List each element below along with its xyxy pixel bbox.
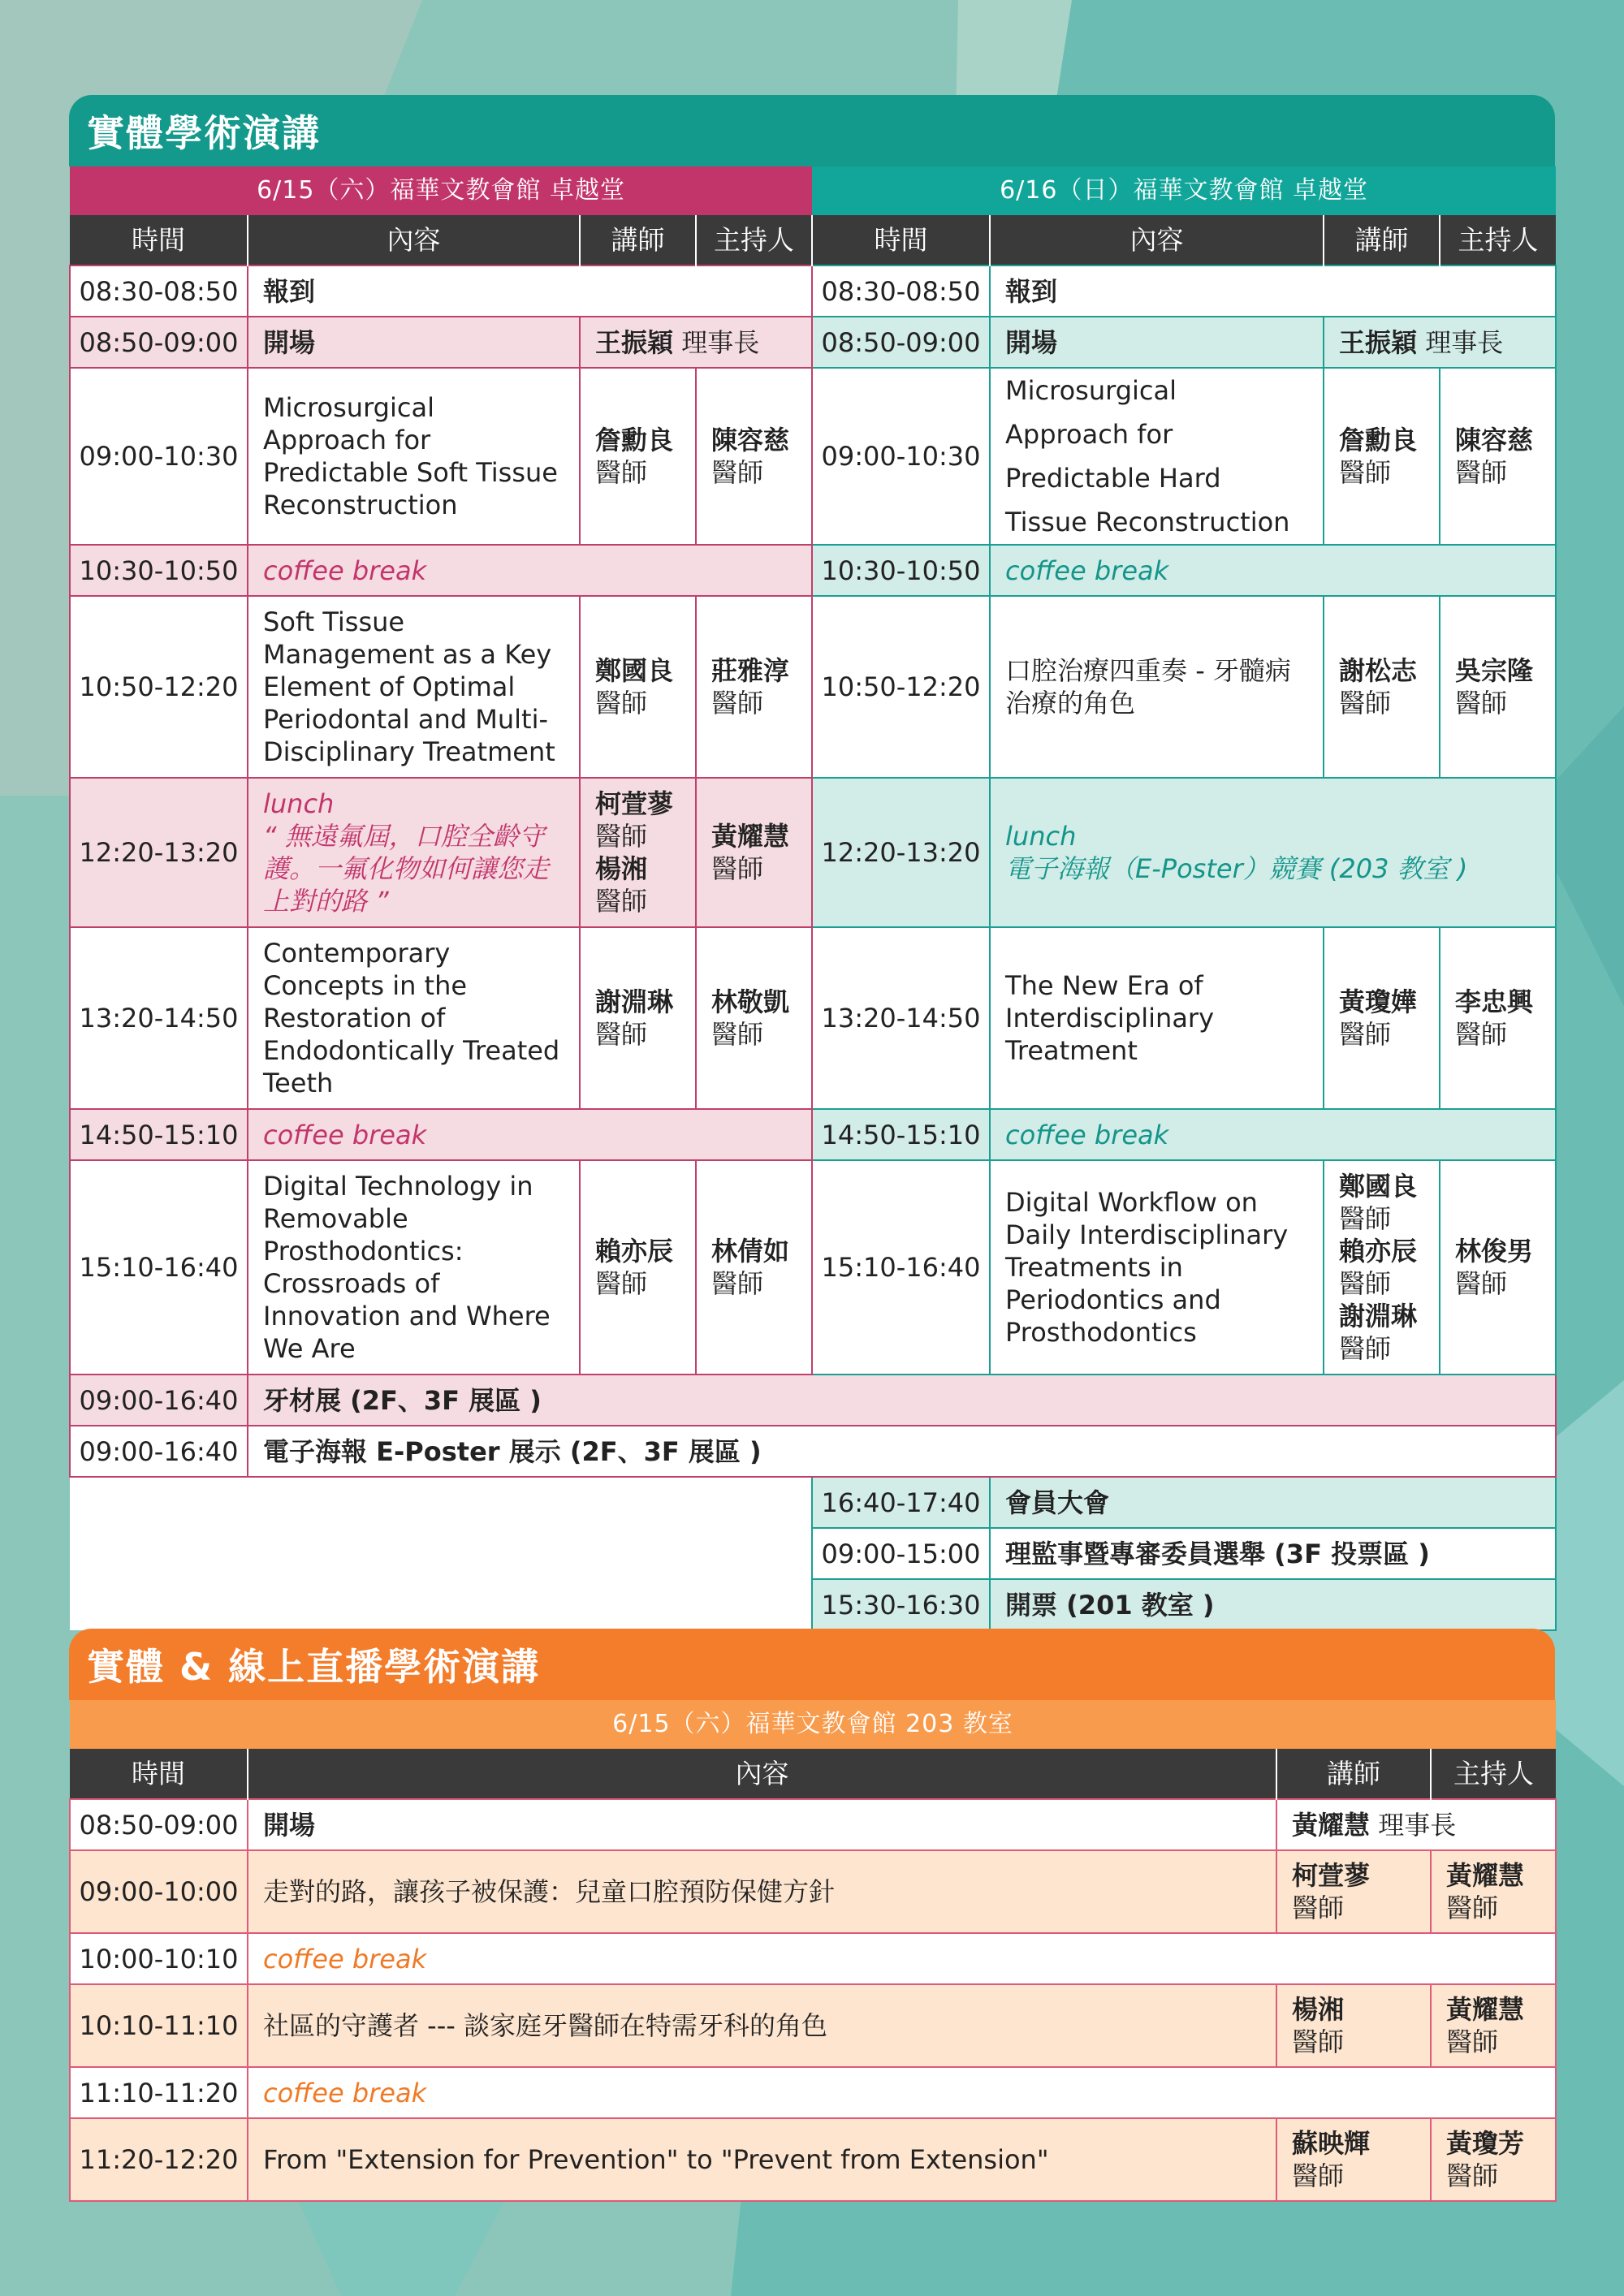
coffee-break: coffee break	[248, 1933, 1556, 1984]
speaker-cell	[1276, 1850, 1431, 1933]
host-role: 醫師	[1446, 2026, 1499, 2057]
speaker-name: 賴亦辰	[595, 1236, 674, 1267]
host-name: 李忠興	[1455, 986, 1534, 1017]
host-role: 醫師	[1455, 1019, 1508, 1050]
host-name: 黃耀慧	[711, 821, 790, 852]
time-cell: 09:00-10:00	[70, 1850, 248, 1933]
col-header-host: 主持人	[1431, 1749, 1556, 1799]
time-cell: 08:30-08:50	[70, 265, 248, 317]
host-name: 陳容慈	[711, 425, 790, 455]
schedule-table	[69, 166, 1557, 1631]
lunch-content	[248, 778, 580, 927]
time-cell: 14:50-15:10	[70, 1109, 248, 1160]
session-content: The New Era of Interdisciplinary Treatment	[990, 927, 1324, 1109]
lunch-label: lunch	[263, 788, 335, 819]
time-cell: 12:20-13:20	[70, 778, 248, 927]
speaker-role: 理事長	[681, 326, 760, 358]
time-cell: 15:10-16:40	[70, 1160, 248, 1375]
session-content: 報到	[990, 265, 1556, 317]
lunch-label: lunch	[1005, 821, 1077, 852]
host-role: 醫師	[711, 853, 764, 884]
host-role: 醫師	[1455, 1268, 1508, 1299]
session-content: Microsurgical Approach for Predictable Soft Tissue Reconstruction	[248, 368, 580, 545]
host-cell	[696, 596, 812, 778]
col-header-content: 內容	[248, 215, 580, 265]
speaker-cell	[580, 778, 696, 927]
speaker-name: 蘇映輝	[1292, 2128, 1371, 2159]
speaker-role: 醫師	[1339, 1333, 1392, 1364]
table-row	[70, 596, 1556, 778]
opening-speaker	[1276, 1799, 1556, 1850]
speaker-name: 鄭國良	[1339, 1171, 1418, 1202]
col-header-speaker: 講師	[1276, 1749, 1431, 1799]
host-cell	[696, 1160, 812, 1375]
speaker-role: 醫師	[595, 688, 648, 719]
session-content: 報到	[248, 265, 812, 317]
table-row	[70, 1426, 1556, 1477]
host-cell	[696, 778, 812, 927]
time-cell: 15:30-16:30	[812, 1579, 990, 1630]
time-cell: 09:00-16:40	[70, 1426, 248, 1477]
table-row	[70, 1850, 1556, 1933]
time-cell: 10:30-10:50	[812, 545, 990, 596]
empty-cell	[70, 1477, 812, 1630]
lunch-content	[990, 778, 1556, 927]
host-role: 醫師	[1446, 2160, 1499, 2191]
col-header-speaker: 講師	[1324, 215, 1440, 265]
time-cell: 11:20-12:20	[70, 2118, 248, 2201]
time-cell: 13:20-14:50	[70, 927, 248, 1109]
speaker-role: 醫師	[1292, 1892, 1345, 1923]
date-bar: 6/15（六）福華文教會館 203 教室	[70, 1700, 1556, 1749]
host-role: 醫師	[711, 688, 764, 719]
lunch-event: 電子海報（E-Poster）競賽 (203 教室 )	[1005, 853, 1468, 884]
time-cell: 09:00-15:00	[812, 1528, 990, 1579]
session-content: 開場	[248, 317, 580, 368]
table-row	[70, 1109, 1556, 1160]
host-cell	[696, 927, 812, 1109]
col-header-time: 時間	[70, 1749, 248, 1799]
host-role: 醫師	[1455, 688, 1508, 719]
session-content: Digital Technology in Removable Prosthodontics: Crossroads of Innovation and Where We Are	[248, 1160, 580, 1375]
speaker-cell	[1324, 596, 1440, 778]
host-name: 黃耀慧	[1446, 1860, 1525, 1891]
table-row	[70, 265, 1556, 317]
table-row	[70, 927, 1556, 1109]
speaker-role: 醫師	[1339, 688, 1392, 719]
host-cell	[1440, 927, 1556, 1109]
col-header-time: 時間	[70, 215, 248, 265]
host-role: 醫師	[1446, 1892, 1499, 1923]
host-cell	[1431, 1850, 1556, 1933]
speaker-name: 詹勳良	[1339, 425, 1418, 455]
host-name: 黃瓊芳	[1446, 2128, 1525, 2159]
host-cell	[1440, 596, 1556, 778]
host-name: 吳宗隆	[1455, 655, 1534, 686]
col-header-time: 時間	[812, 215, 990, 265]
time-cell: 14:50-15:10	[812, 1109, 990, 1160]
time-cell: 10:30-10:50	[70, 545, 248, 596]
host-name: 陳容慈	[1455, 425, 1534, 455]
speaker-name: 柯萱蓼	[595, 788, 674, 819]
host-cell	[696, 368, 812, 545]
speaker-role: 醫師	[1339, 457, 1392, 488]
host-name: 林敬凱	[711, 986, 790, 1017]
time-cell: 15:10-16:40	[812, 1160, 990, 1375]
time-cell: 09:00-16:40	[70, 1375, 248, 1426]
col-header-host: 主持人	[1440, 215, 1556, 265]
table-row	[70, 1477, 1556, 1528]
table-row	[70, 368, 1556, 545]
speaker-role: 醫師	[1292, 2026, 1345, 2057]
coffee-break: coffee break	[248, 545, 812, 596]
time-cell: 09:00-10:30	[70, 368, 248, 545]
speaker-role: 醫師	[595, 1268, 648, 1299]
col-header-speaker: 講師	[580, 215, 696, 265]
col-header-host: 主持人	[696, 215, 812, 265]
host-cell	[1431, 2118, 1556, 2201]
speaker-cell	[580, 596, 696, 778]
session-content: Digital Workflow on Daily Interdisciplinary Treatments in Periodontics and Prosthodontics	[990, 1160, 1324, 1375]
speaker-name: 王振穎	[595, 326, 674, 358]
session-content: 理監事暨專審委員選舉 (3F 投票區 )	[990, 1528, 1556, 1579]
speaker-name: 鄭國良	[595, 655, 674, 686]
session-content: 走對的路，讓孩子被保護：兒童口腔預防保健方針	[248, 1850, 1276, 1933]
host-name: 黃耀慧	[1446, 1994, 1525, 2025]
session-content: Soft Tissue Management as a Key Element of Optimal Periodontal and Multi-Disciplinary Treatment	[248, 596, 580, 778]
time-cell: 08:30-08:50	[812, 265, 990, 317]
speaker-cell	[580, 368, 696, 545]
host-role: 醫師	[711, 1268, 764, 1299]
host-cell	[1440, 368, 1556, 545]
speaker-cell	[1324, 368, 1440, 545]
session-content: 口腔治療四重奏 - 牙髓病治療的角色	[990, 596, 1324, 778]
speaker-name: 謝淵琳	[595, 986, 674, 1017]
eposter-content: 電子海報 E-Poster 展示 (2F、3F 展區 )	[248, 1426, 1556, 1477]
speaker-role: 醫師	[1339, 1203, 1392, 1234]
session-content: 開票 (201 教室 )	[990, 1579, 1556, 1630]
speaker-name: 詹勳良	[595, 425, 674, 455]
table-row	[70, 778, 1556, 927]
session-content: 會員大會	[990, 1477, 1556, 1528]
speaker-role: 醫師	[595, 1019, 648, 1050]
table-row	[70, 317, 1556, 368]
host-role: 醫師	[711, 457, 764, 488]
speaker-name: 柯萱蓼	[1292, 1860, 1371, 1891]
speaker-role: 醫師	[1339, 1019, 1392, 1050]
time-cell: 13:20-14:50	[812, 927, 990, 1109]
opening-speaker	[580, 317, 812, 368]
speaker-cell	[1276, 1984, 1431, 2067]
session-content: 開場	[990, 317, 1324, 368]
table-row	[70, 545, 1556, 596]
time-cell: 12:20-13:20	[812, 778, 990, 927]
speaker-role: 醫師	[595, 457, 648, 488]
time-cell: 16:40-17:40	[812, 1477, 990, 1528]
day2-date-bar: 6/16（日）福華文教會館 卓越堂	[812, 166, 1556, 215]
speaker-role: 醫師	[1339, 1268, 1392, 1299]
session-content: 社區的守護者 --- 談家庭牙醫師在特需牙科的角色	[248, 1984, 1276, 2067]
speaker-name: 黃耀慧	[1292, 1809, 1371, 1841]
table-row	[70, 1933, 1556, 1984]
host-name: 林俊男	[1455, 1236, 1534, 1267]
speaker-cell	[1324, 1160, 1440, 1375]
table-row	[70, 2118, 1556, 2201]
host-role: 醫師	[1455, 457, 1508, 488]
coffee-break: coffee break	[248, 1109, 812, 1160]
session-content: Microsurgical Approach for Predictable Hard Tissue Reconstruction	[990, 368, 1324, 545]
speaker-name: 謝淵琳	[1339, 1301, 1418, 1331]
host-name: 林倩如	[711, 1236, 790, 1267]
host-cell	[1431, 1984, 1556, 2067]
time-cell: 10:10-11:10	[70, 1984, 248, 2067]
speaker-name: 謝松志	[1339, 655, 1418, 686]
table-row	[70, 1160, 1556, 1375]
speaker-cell	[1276, 2118, 1431, 2201]
table-row	[70, 1375, 1556, 1426]
speaker-name: 黃瓊嬅	[1339, 986, 1418, 1017]
speaker-role: 醫師	[1292, 2160, 1345, 2191]
time-cell: 10:00-10:10	[70, 1933, 248, 1984]
time-cell: 11:10-11:20	[70, 2067, 248, 2118]
table-row	[70, 1984, 1556, 2067]
exhibition-content: 牙材展 (2F、3F 展區 )	[248, 1375, 1556, 1426]
speaker-role: 醫師	[595, 886, 648, 917]
host-name: 莊雅淳	[711, 655, 790, 686]
coffee-break: coffee break	[990, 545, 1556, 596]
hybrid-lectures-panel	[69, 1629, 1555, 2202]
lunch-talk: “ 無遠氟屆，口腔全齡守護。一氟化物如何讓您走上對的路 ”	[263, 821, 550, 917]
time-cell: 09:00-10:30	[812, 368, 990, 545]
day1-date-bar: 6/15（六）福華文教會館 卓越堂	[70, 166, 812, 215]
opening-speaker	[1324, 317, 1556, 368]
speaker-name: 楊湘	[595, 853, 648, 884]
coffee-break: coffee break	[990, 1109, 1556, 1160]
speaker-cell	[580, 1160, 696, 1375]
session-content: 開場	[248, 1799, 1276, 1850]
speaker-name: 王振穎	[1339, 326, 1418, 358]
col-header-content: 內容	[990, 215, 1324, 265]
host-cell	[1440, 1160, 1556, 1375]
schedule-table	[69, 1700, 1557, 2202]
speaker-cell	[580, 927, 696, 1109]
time-cell: 08:50-09:00	[70, 1799, 248, 1850]
speaker-role: 醫師	[595, 821, 648, 852]
time-cell: 10:50-12:20	[812, 596, 990, 778]
in-person-lectures-panel	[69, 95, 1555, 1631]
col-header-content: 內容	[248, 1749, 1276, 1799]
host-role: 醫師	[711, 1019, 764, 1050]
coffee-break: coffee break	[248, 2067, 1556, 2118]
session-content: From "Extension for Prevention" to "Prevent from Extension"	[248, 2118, 1276, 2201]
panel-title: 實體學術演講	[69, 95, 1555, 166]
speaker-role: 理事長	[1425, 326, 1504, 358]
table-row	[70, 2067, 1556, 2118]
speaker-role: 理事長	[1378, 1809, 1457, 1841]
time-cell: 10:50-12:20	[70, 596, 248, 778]
speaker-name: 賴亦辰	[1339, 1236, 1418, 1267]
time-cell: 08:50-09:00	[812, 317, 990, 368]
session-content: Contemporary Concepts in the Restoration of Endodontically Treated Teeth	[248, 927, 580, 1109]
panel-title: 實體 & 線上直播學術演講	[69, 1629, 1555, 1700]
speaker-name: 楊湘	[1292, 1994, 1345, 2025]
table-row	[70, 1799, 1556, 1850]
time-cell: 08:50-09:00	[70, 317, 248, 368]
speaker-cell	[1324, 927, 1440, 1109]
